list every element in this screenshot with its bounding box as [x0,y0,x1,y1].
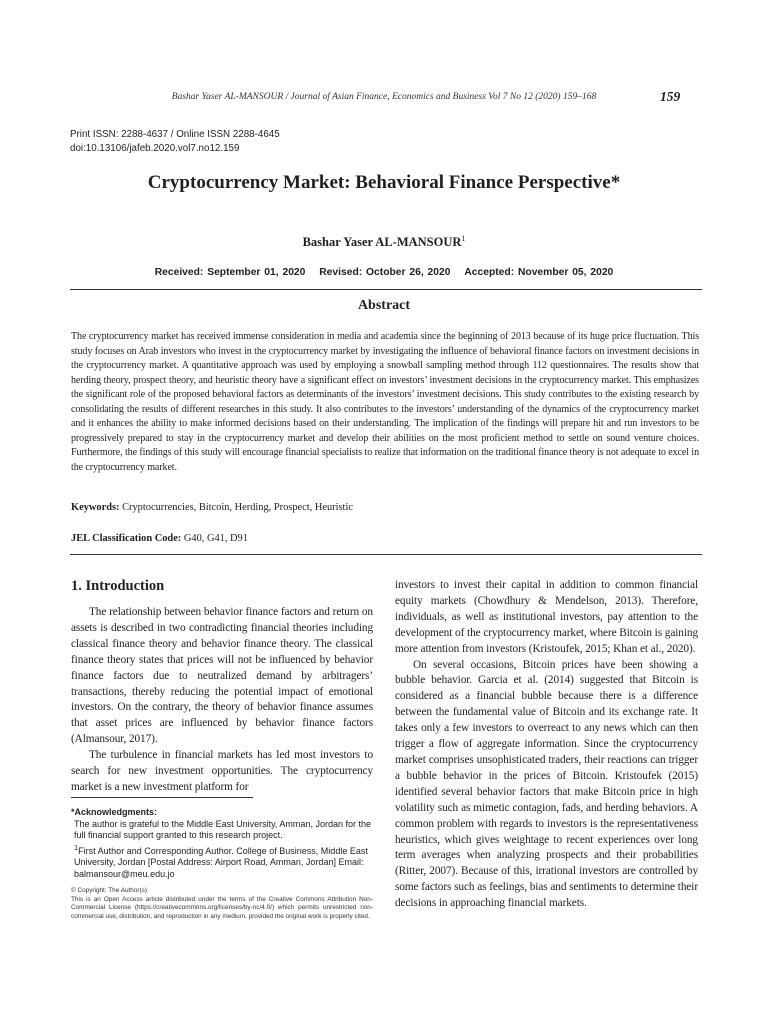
abstract-text: The cryptocurrency market has received immense consideration in media and academia since the beginning of 2013 because of its huge price fluctuation. This study focuses on Arab investors who invest in the cryptocurrency market by investigating the influence of behavioral finance factors on investment decisions in the cryptocurrency market. A quantitative approach was used by employing a snowball sampling method through 112 questionnaires. The results show that herding theory, prospect theory, and heuristic theory have a significant effect on investors’ investment decisions in the cryptocurrency market. This emphasizes the significant role of the proposed behavioral factors as determinants of the investors’ investment decisions. This study contributes to the existing research by consolidating the results of different researches in this study. It also contributes to the investors’ understanding of the dynamics of the cryptocurrency market and it enhances the ability to make informed decisions based on their understanding. The implication of the findings will prepare hit and run investors to be progressively prepared to stay in the cryptocurrency market and develop their abilities on the most proficient method to settle on sound venture choices. Furthermore, the findings of this study will encourage financial specialists to realize that information on the traditional finance theory is not adequate to excel in the cryptocurrency market. [71,331,699,473]
keywords-value: Cryptocurrencies, Bitcoin, Herding, Prospect, Heuristic [122,502,353,513]
jel-classification [71,533,248,544]
article-dates [0,267,768,278]
running-head: Bashar Yaser AL-MANSOUR / Journal of Asian Finance, Economics and Business Vol 7 No 12 (2020) 159–168 [171,92,597,102]
footnote-acknowledgment: The author is grateful to the Middle East University, Amman, Jordan for the full financial support granted to this research project. [74,818,371,841]
revised-date: Revised: October 26, 2020 [319,267,451,278]
paragraph: On several occasions, Bitcoin prices have been showing a bubble behavior. Garcia et al. (2014) suggested that Bitcoin is considered as a financial bubble because there is a difference between the fundamental value of Bitcoin and its exchange rate. It takes only a few investors to overreact to any news which can then trigger a flow of aggregate information. Since the cryptocurrency market comprises unsophisticated traders, their reactions can trigger a bubble behavior in the prices of Bitcoin. Kristoufek (2015) identified several behavior factors that make Bitcoin price in high volatility such as mimetic contagion, fads, and herding behaviors. A common problem with regards to investors is the representativeness heuristics, which gives weightage to recent experiences over long term averages when analyzing prospects and their probabilities (Ritter, 2007). Because of this, irrational investors are controlled by some factors such as feelings, bias and sentiments to determine their decisions in approaching financial markets. [395,658,698,910]
footnote-superscript: 1 [74,842,79,852]
accepted-date: Accepted: November 05, 2020 [464,267,614,278]
jel-value: G40, G41, D91 [183,533,248,544]
footnotes [71,807,373,881]
footnote-author-text: First Author and Corresponding Author. College of Business, Middle East University, Jordan [Postal Address: Airport Road, Amman, Jordan] Email: balmansour@meu.edu.jo [74,845,368,879]
author-name: Bashar Yaser AL-MANSOUR [302,235,462,250]
author-line [0,234,768,250]
paragraph: investors to invest their capital in addition to common financial equity markets (Chowdhury & Mendelson, 2013). Therefore, individuals, as well as institutional investors, pay attention to the development of the cryptocurrency market, where Bitcoin is gaining more attention from investors (Kristoufek, 2015; Khan et al., 2020). [395,579,698,655]
section-heading-introduction: 1. Introduction [71,578,165,594]
author-superscript: 1 [461,234,466,243]
publication-info [70,128,280,156]
right-column [395,578,698,912]
received-date: Received: September 01, 2020 [154,267,306,278]
article-title: Cryptocurrency Market: Behavioral Finance Perspective* [147,172,621,193]
footnote-divider [71,797,253,798]
left-column [71,605,373,796]
divider-bottom [70,554,702,555]
jel-label: JEL Classification Code: [71,533,182,544]
footnote-title: *Acknowledgments: [71,807,158,817]
abstract-heading: Abstract [357,298,411,313]
copyright-title: © Copyright: The Author(s) [71,887,147,894]
divider-top [70,289,702,290]
copyright-text: This is an Open Access article distributed under the terms of the Creative Commons Attribution Non-Commercial License (https://creativecommons.org/licenses/by-nc/4.0/) which permits unrestricted non-commercial use, distribution, and reproduction in any medium, provided the original work is properly cited. [71,895,373,920]
keywords [71,502,353,513]
paragraph: The turbulence in financial markets has led most investors to search for new investment opportunities. The cryptocurrency market is a new investment platform for [71,749,373,793]
paragraph: The relationship between behavior finance factors and return on assets is described in two contradicting financial theories including classical finance theory and behavior finance theory. The classical finance theory states that prices will not be influenced by behavior finance factors due to neutralized demand by arbitragers’ transactions, thereby reducing the potential impact of emotional investors. On the contrary, the theory of behavior finance assumes that asset prices are influenced by behavior finance factors (Almansour, 2017). [71,606,373,746]
issn-line: Print ISSN: 2288-4637 / Online ISSN 2288-4645 [70,129,280,140]
footnote-author [71,842,373,881]
copyright-notice [71,887,373,921]
doi-line[interactable]: doi:10.13106/jafeb.2020.vol7.no12.159 [70,143,240,154]
page-number: 159 [660,89,681,104]
keywords-label: Keywords: [71,502,120,513]
